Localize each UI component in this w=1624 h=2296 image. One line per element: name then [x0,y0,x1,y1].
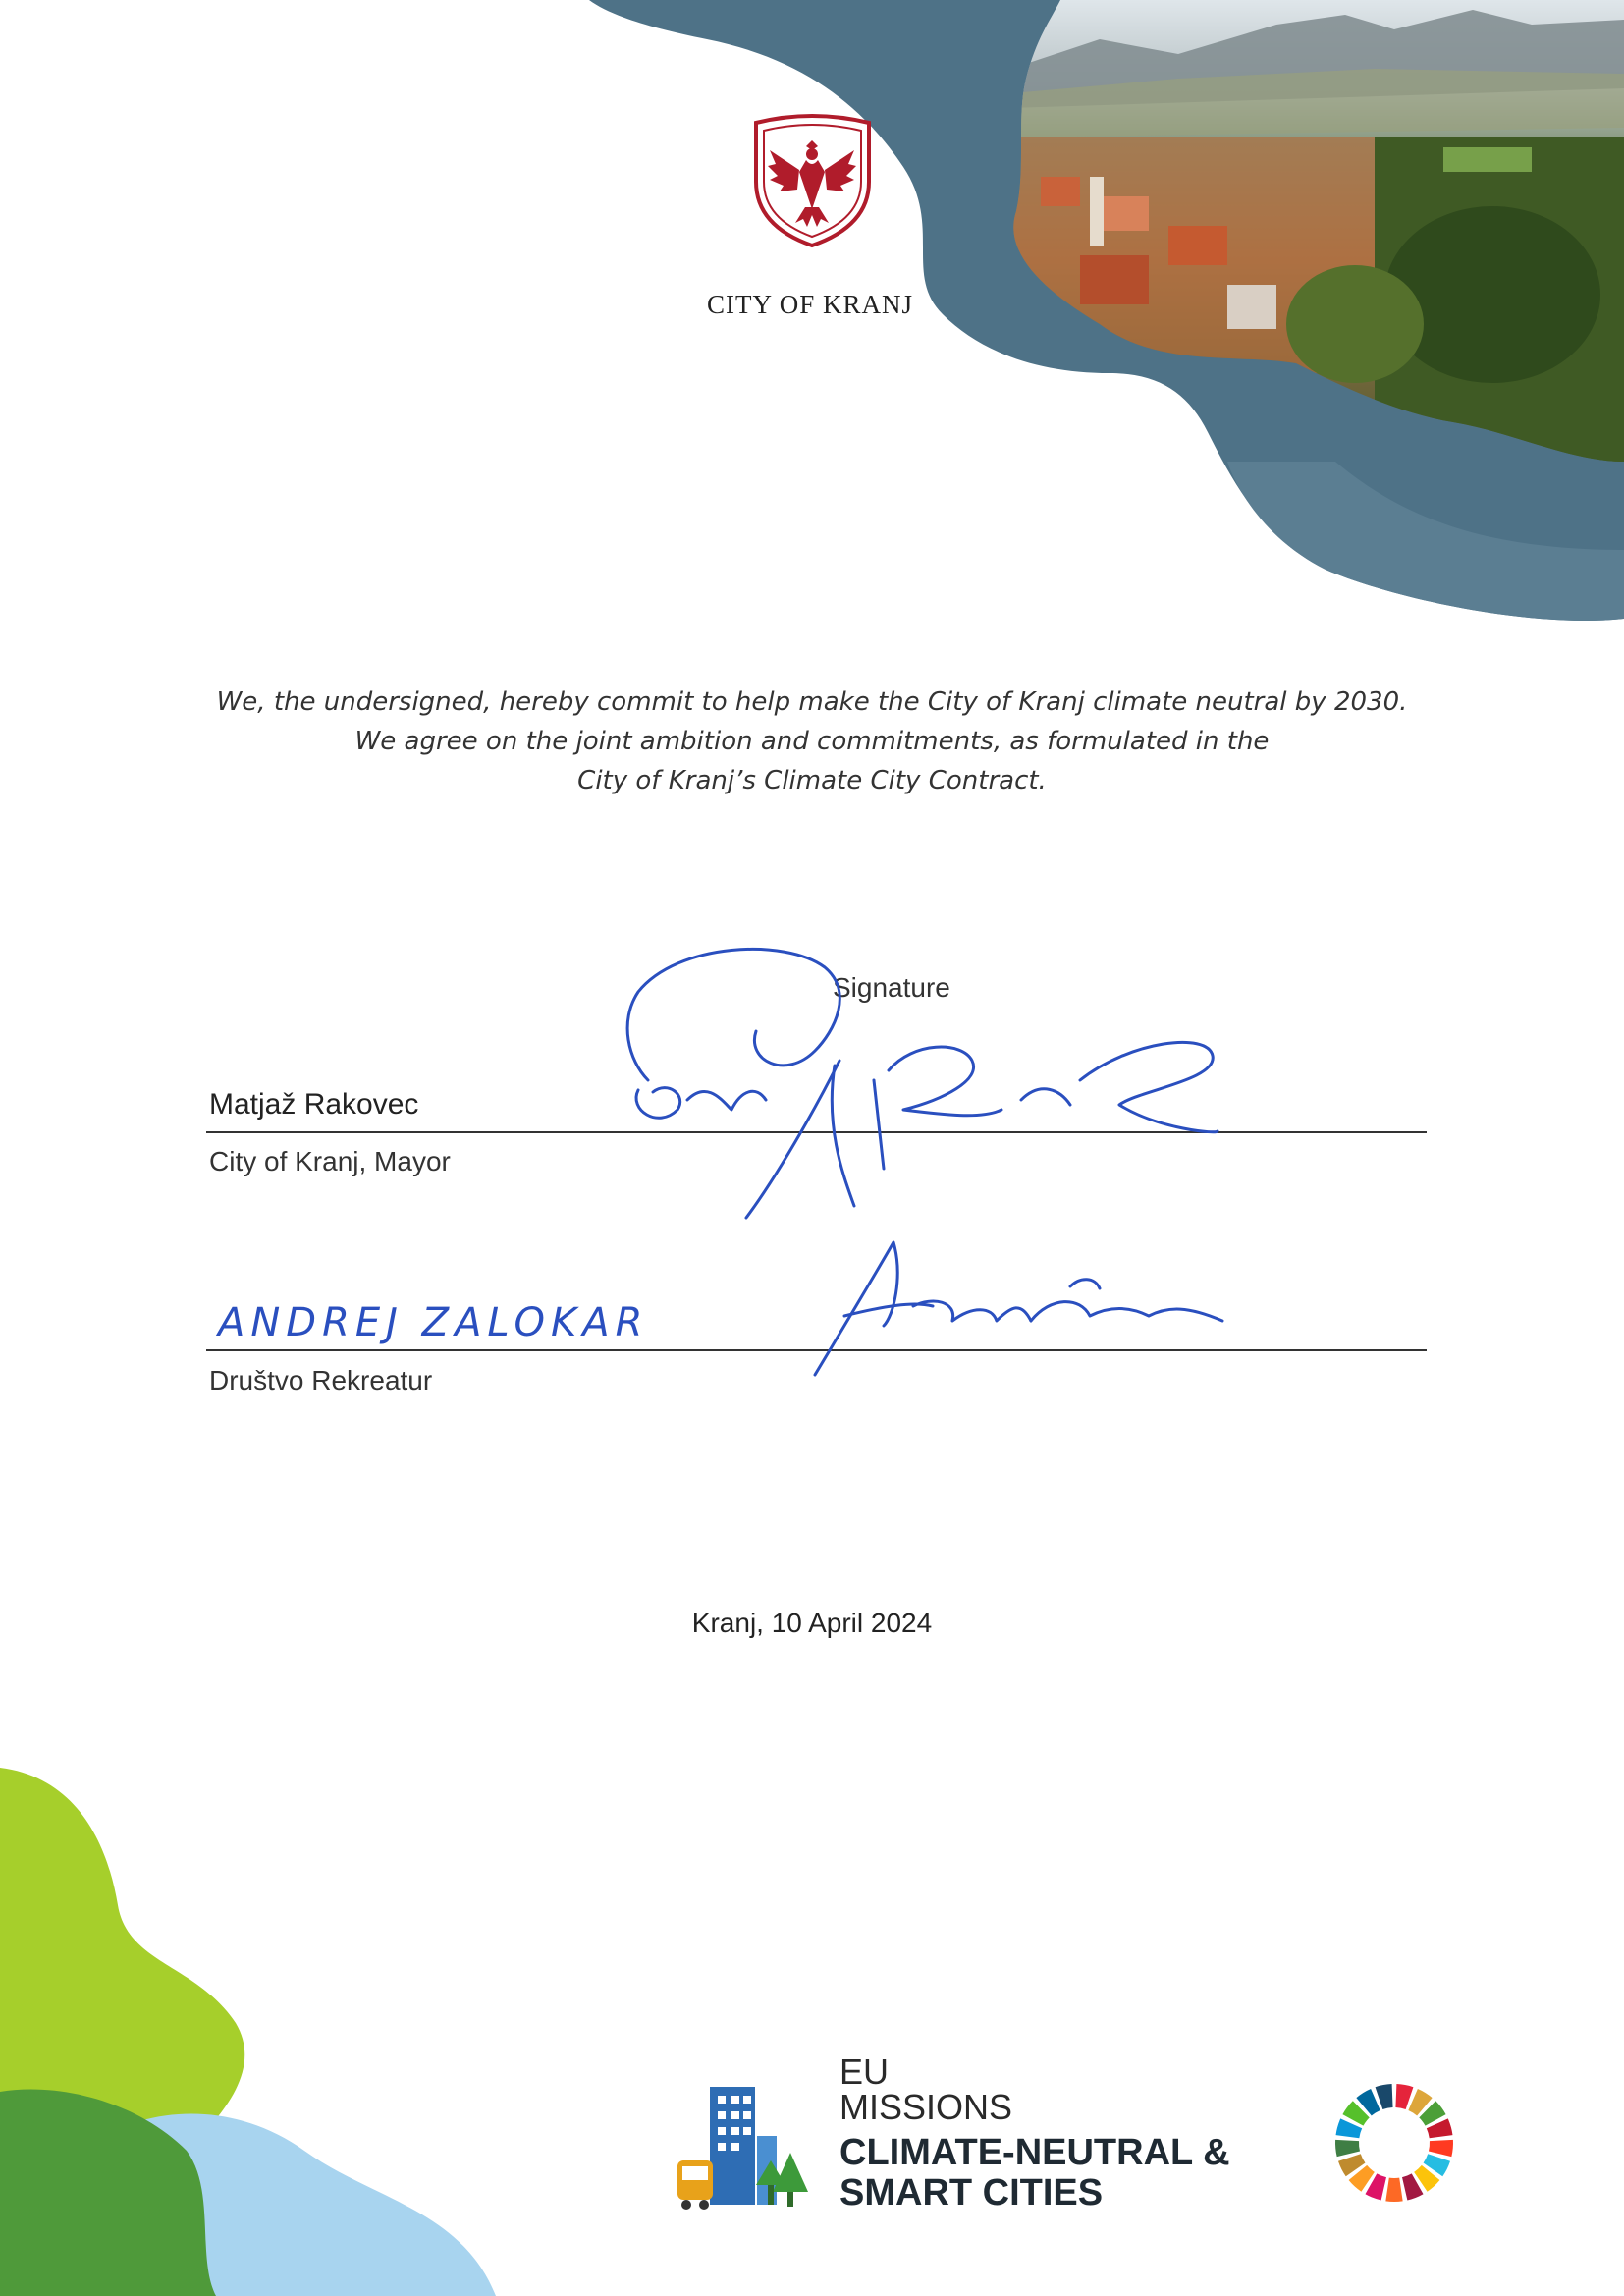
commitment-line-1: We, the undersigned, hereby commit to help make the City of Kranj climate neutral by 2030. [216,687,1408,717]
sdg-segment [1385,2178,1402,2202]
mission-line-eu: EU [839,2051,890,2092]
sdg-segment [1335,2140,1360,2157]
mission-line-missions: MISSIONS [839,2087,1013,2127]
signer-1-name: Matjaž Rakovec [209,1088,419,1121]
signer-1-role: City of Kranj, Mayor [209,1146,451,1176]
signer-2-name: ANDREJ ZALOKAR [218,1300,649,1345]
signer-2-role: Društvo Rekreatur [209,1365,433,1395]
city-name: CITY OF KRANJ [706,290,913,319]
city-buildings-icon [673,2082,810,2219]
mission-line-climate: CLIMATE-NEUTRAL & [839,2132,1230,2173]
signature-2-scribble [815,1242,1222,1375]
place-date: Kranj, 10 April 2024 [691,1608,933,1638]
signature-header: Signature [833,972,950,1003]
mission-line-smart: SMART CITIES [839,2172,1104,2214]
commitment-line-2: We agree on the joint ambition and commitments, as formulated in the [354,727,1270,756]
sdg-wheel-icon [1333,2082,1455,2204]
commitment-line-3: City of Kranj’s Climate City Contract. [577,766,1047,795]
signature-1-scribble [627,949,1218,1218]
sdg-segment [1429,2140,1453,2157]
